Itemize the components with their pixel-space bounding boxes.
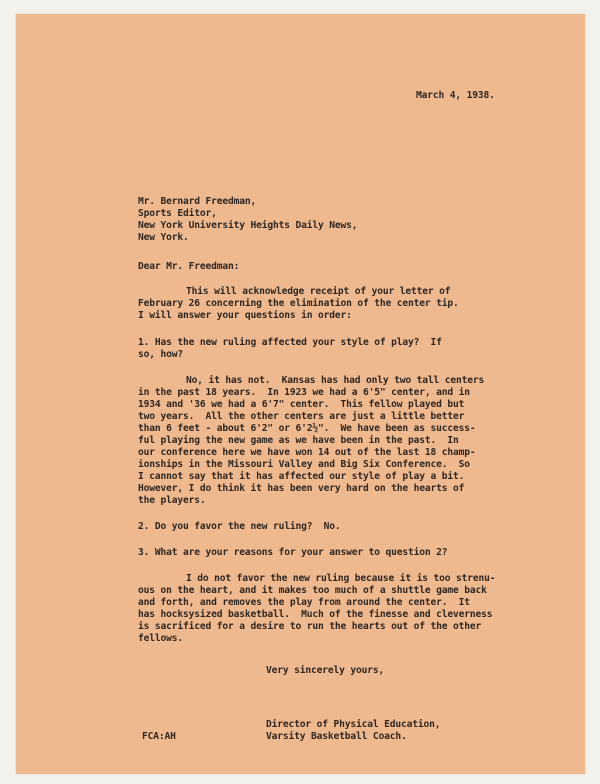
answer-1-line: than 6 feet - about 6'2" or 6'2½". We have been as success-	[138, 423, 476, 434]
answer-1-line: the players.	[138, 495, 206, 506]
answer-3-line: I do not favor the new ruling because it is too strenu-	[186, 573, 496, 584]
intro-line: I will answer your questions in order:	[138, 310, 352, 321]
answer-1-line: ful playing the new game as we have been in the past. In	[138, 435, 459, 446]
address-line: New York University Heights Daily News,	[138, 220, 358, 231]
intro-line: February 26 concerning the elimination of the center tip.	[138, 298, 459, 309]
answer-3-line: has hocksysized basketball. Much of the finesse and cleverness	[138, 609, 493, 620]
answer-3-line: ous on the heart, and it makes too much of a shuttle game back	[138, 585, 487, 596]
address-line: Sports Editor,	[138, 208, 217, 219]
answer-3-line: fellows.	[138, 633, 184, 644]
letter-date: March 4, 1938.	[416, 90, 495, 101]
signature-title-line: Varsity Basketball Coach.	[266, 731, 407, 742]
address-line: Mr. Bernard Freedman,	[138, 196, 257, 207]
answer-1-line: in the past 18 years. In 1923 we had a 6'5" center, and in	[138, 387, 470, 398]
salutation: Dear Mr. Freedman:	[138, 261, 240, 272]
question-1-line: 1. Has the new ruling affected your style of play? If	[138, 337, 442, 348]
answer-1-line: No, it has not. Kansas has had only two tall centers	[186, 375, 485, 386]
answer-1-line: I cannot say that it has affected our style of play a bit.	[138, 471, 465, 482]
answer-1-line: two years. All the other centers are just a little better	[138, 411, 465, 422]
intro-line: This will acknowledge receipt of your letter of	[186, 286, 451, 297]
closing: Very sincerely yours,	[266, 665, 385, 676]
signature-title-line: Director of Physical Education,	[266, 719, 441, 730]
answer-1-line: our conference here we have won 14 out of the last 18 champ-	[138, 447, 476, 458]
answer-3-line: and forth, and removes the play from around the center. It	[138, 597, 470, 608]
answer-1-line: 1934 and '36 we had a 6'7" center. This fellow played but	[138, 399, 465, 410]
answer-1-line: ionships in the Missouri Valley and Big Six Conference. So	[138, 459, 470, 470]
question-1-line: so, how?	[138, 349, 184, 360]
question-3: 3. What are your reasons for your answer to question 2?	[138, 547, 448, 558]
initials: FCA:AH	[142, 731, 176, 742]
answer-3-line: is sacrificed for a desire to run the hearts out of the other	[138, 621, 482, 632]
answer-1-line: However, I do think it has been very hard on the hearts of	[138, 483, 465, 494]
address-line: New York.	[138, 232, 189, 243]
letter-page	[16, 14, 585, 774]
question-2: 2. Do you favor the new ruling? No.	[138, 521, 341, 532]
